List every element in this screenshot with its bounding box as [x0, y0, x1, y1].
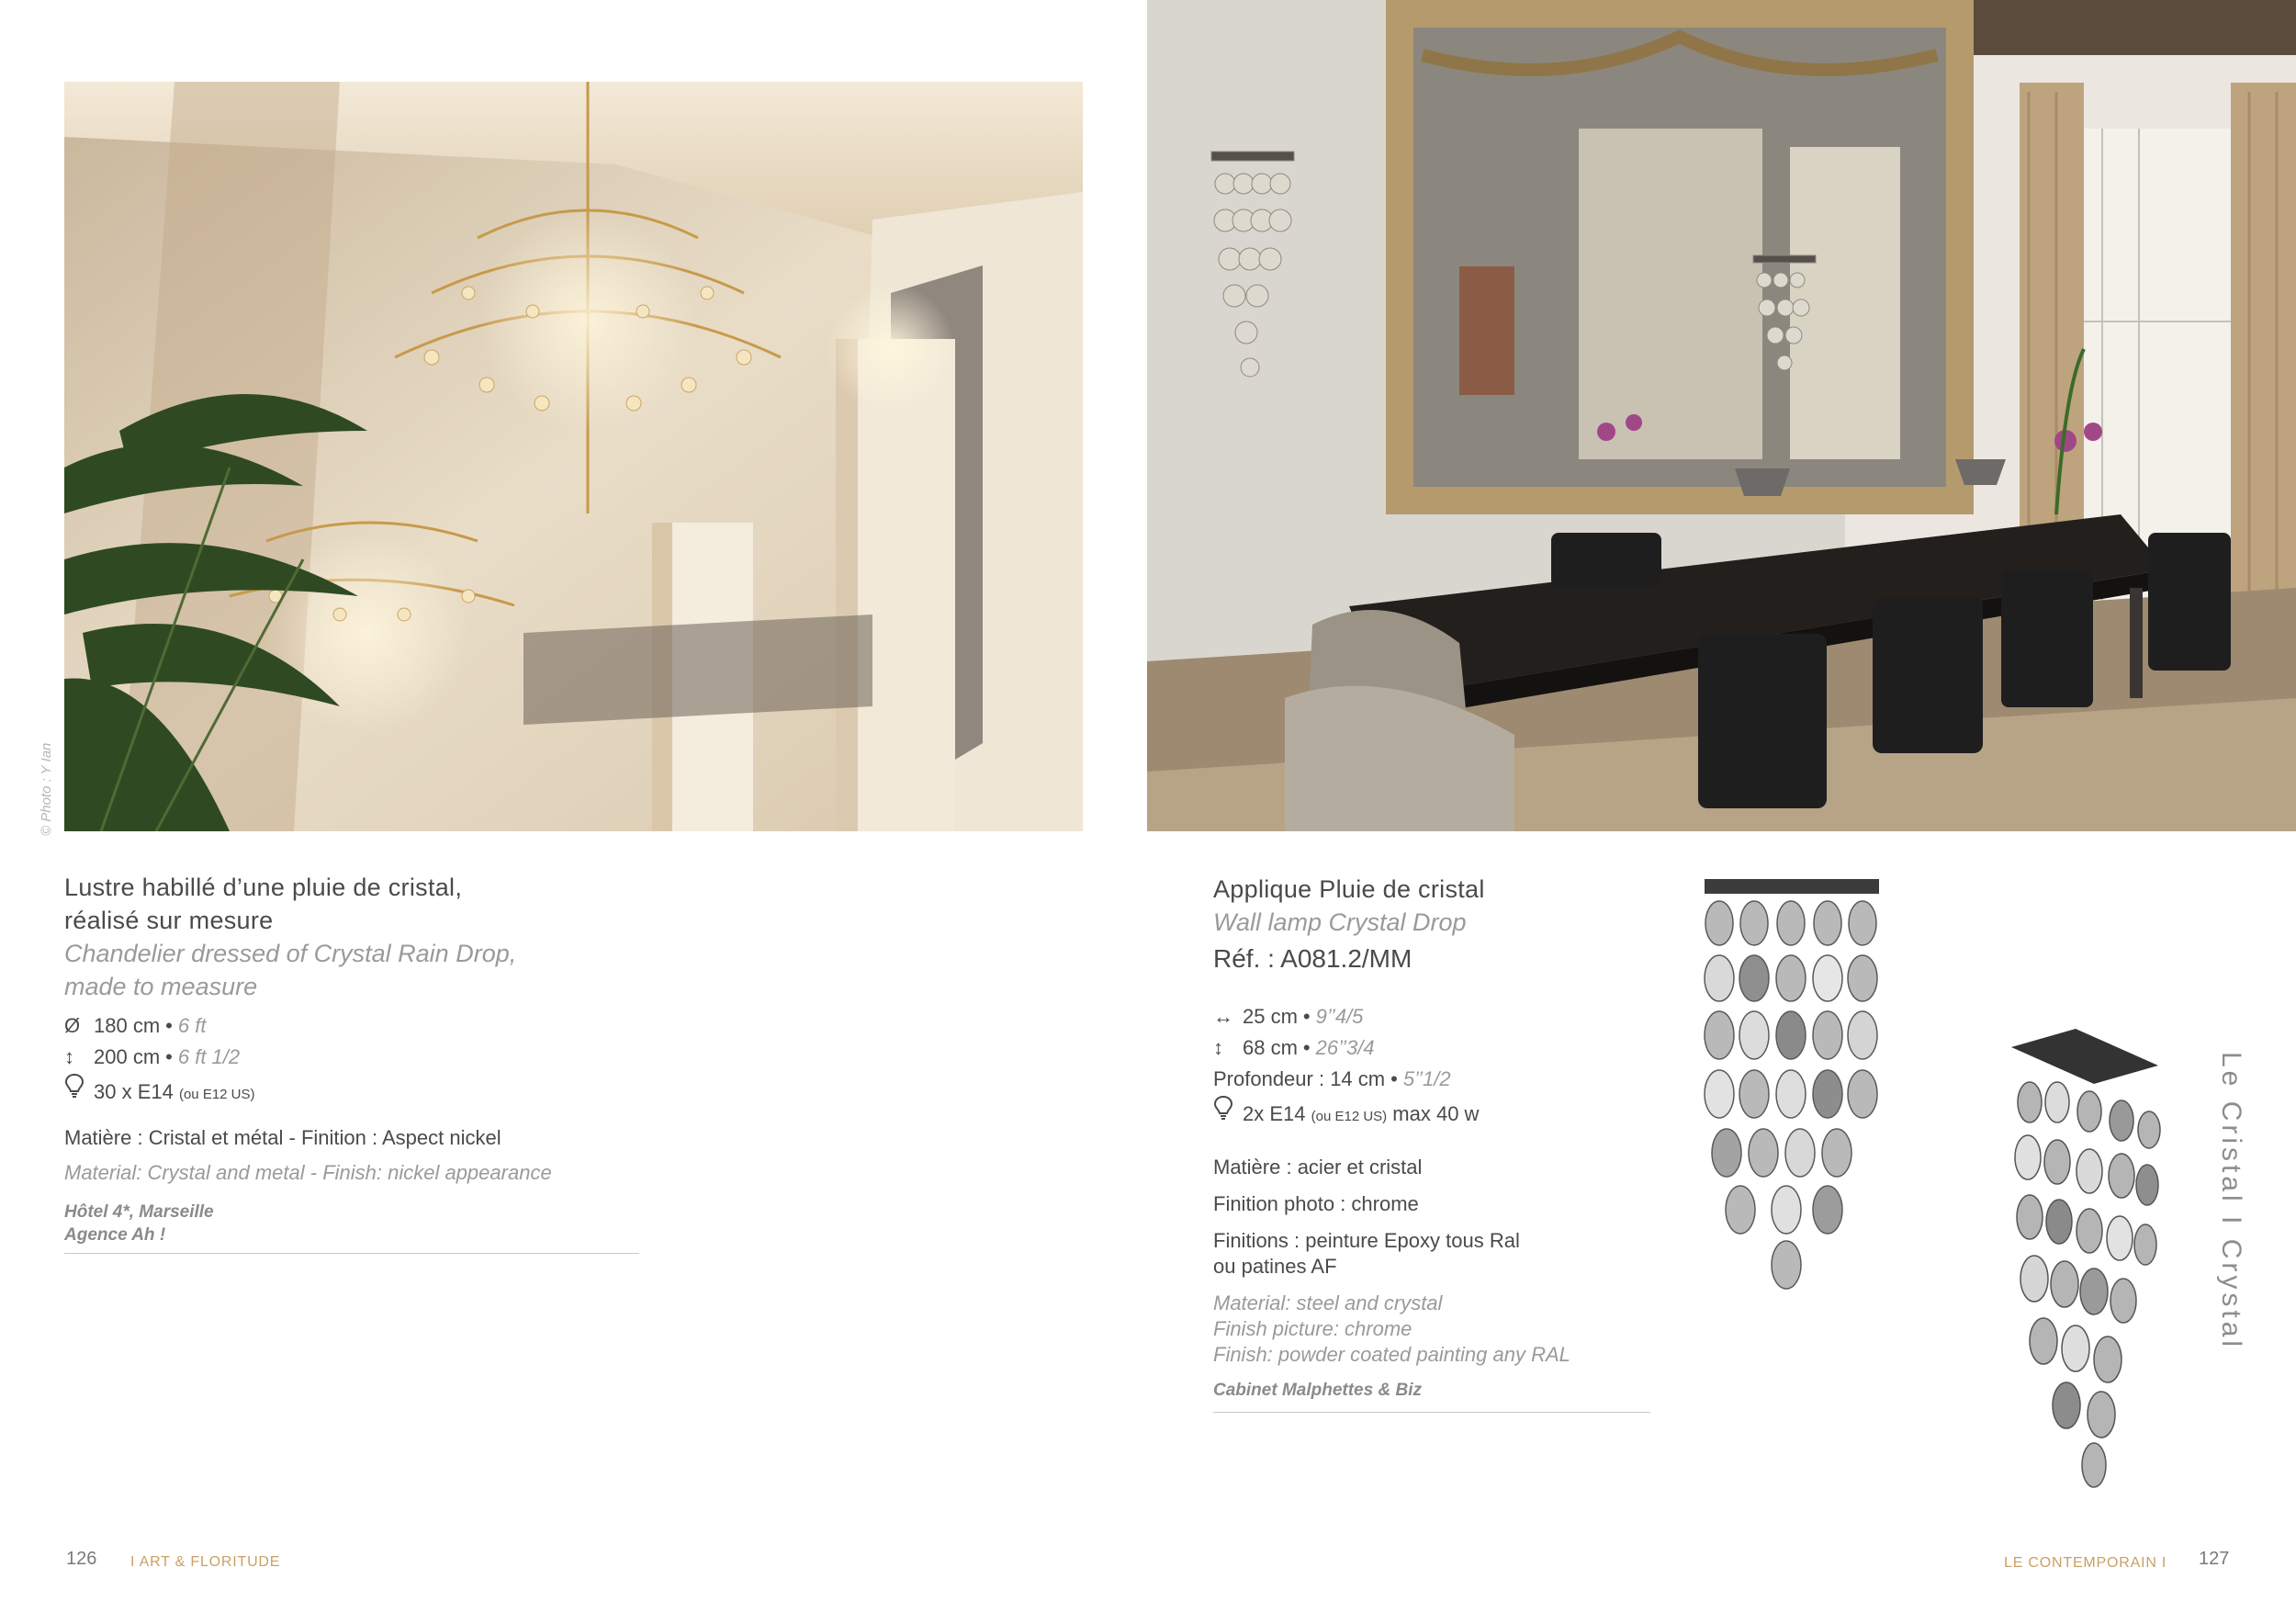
reference: Réf. : A081.2/MM — [1213, 944, 1412, 973]
spec-bulb — [1213, 1095, 1691, 1133]
left-divider — [64, 1253, 639, 1254]
project: Cabinet Malphettes & Biz — [1213, 1381, 1422, 1400]
photo-credit: © Photo : Y Ian — [39, 742, 54, 836]
material-fr: Matière : Cristal et métal - Finition : Aspect nickel — [64, 1126, 501, 1149]
height-icon: ↕ — [1213, 1036, 1223, 1059]
spec-diameter-imperial: 6 ft — [177, 1014, 207, 1037]
spec-height-metric: 200 cm — [94, 1045, 161, 1068]
chandelier-subtitle-line-1: Chandelier dressed of Crystal Rain Drop, — [64, 940, 517, 967]
english-line-1: Material: steel and crystal — [1213, 1291, 1443, 1314]
left-footer-label: I ART & FLORITUDE — [130, 1554, 281, 1570]
finishes-line-2: ou patines AF — [1213, 1255, 1337, 1278]
project-line-1: Hôtel 4*, Marseille — [64, 1202, 214, 1222]
dining-room-photo — [1147, 0, 2296, 831]
finish-photo: Finition photo : chrome — [1213, 1192, 1419, 1215]
bullet: • — [165, 1045, 173, 1068]
spec-width — [1213, 1001, 1691, 1032]
spec-width-imperial: 9’’4/5 — [1315, 1005, 1364, 1028]
spec-height-imperial: 26’’3/4 — [1315, 1036, 1375, 1059]
width-icon: ↔ — [1213, 1005, 1233, 1028]
english-line-2: Finish picture: chrome — [1213, 1317, 1412, 1340]
bulb-note: (ou E12 US) — [178, 1087, 255, 1102]
side-section-title: Le Cristal I Crystal — [2216, 1052, 2246, 1351]
bulb-text: 2x E14 — [1243, 1102, 1306, 1125]
wall-lamp-subtitle: Wall lamp Crystal Drop — [1213, 908, 1467, 936]
material-fr: Matière : acier et cristal — [1213, 1156, 1423, 1179]
chandelier-title-line-2: réalisé sur mesure — [64, 907, 274, 934]
bulb-icon — [1213, 1095, 1243, 1130]
bulb-text: 30 x E14 — [94, 1080, 174, 1103]
spec-height-metric: 68 cm — [1243, 1036, 1298, 1059]
bulb-icon — [64, 1073, 94, 1108]
spec-height — [64, 1042, 652, 1073]
english-line-3: Finish: powder coated painting any RAL — [1213, 1343, 1570, 1366]
wall-lamp-title: Applique Pluie de cristal — [1213, 875, 1485, 903]
diameter-icon: Ø — [64, 1014, 81, 1037]
finishes-line-1: Finitions : peinture Epoxy tous Ral — [1213, 1229, 1520, 1252]
spec-depth — [1213, 1064, 1691, 1095]
project-line-2: Agence Ah ! — [64, 1225, 166, 1245]
left-page-number: 126 — [66, 1549, 97, 1569]
bullet: • — [165, 1014, 173, 1037]
spec-diameter — [64, 1010, 652, 1042]
right-divider — [1213, 1412, 1650, 1413]
spec-bulb — [64, 1073, 652, 1111]
bullet: • — [1302, 1036, 1311, 1059]
left-caption — [64, 871, 652, 1246]
wall-lamp-front-image — [1699, 877, 1883, 1318]
height-icon: ↕ — [64, 1045, 74, 1068]
chandelier-subtitle-line-2: made to measure — [64, 973, 258, 1000]
spec-height — [1213, 1032, 1691, 1064]
spec-height-imperial: 6 ft 1/2 — [177, 1045, 241, 1068]
spec-diameter-metric: 180 cm — [94, 1014, 161, 1037]
bullet: • — [1390, 1067, 1398, 1090]
chandelier-title-line-1: Lustre habillé d’une pluie de cristal, — [64, 874, 463, 901]
wall-lamp-side-image — [2002, 1029, 2167, 1497]
spec-depth-label: Profondeur : 14 cm — [1213, 1067, 1386, 1090]
bulb-note: (ou E12 US) — [1311, 1109, 1388, 1124]
right-footer-label: LE CONTEMPORAIN I — [2004, 1555, 2167, 1571]
right-caption — [1213, 873, 1691, 1402]
bulb-max: max 40 w — [1392, 1102, 1480, 1125]
material-en: Material: Crystal and metal - Finish: nickel appearance — [64, 1161, 552, 1184]
bullet: • — [1302, 1005, 1311, 1028]
spec-width-metric: 25 cm — [1243, 1005, 1298, 1028]
spec-depth-imperial: 5’’1/2 — [1402, 1067, 1451, 1090]
chandelier-photo — [64, 82, 1083, 831]
right-page-number: 127 — [2199, 1549, 2230, 1569]
